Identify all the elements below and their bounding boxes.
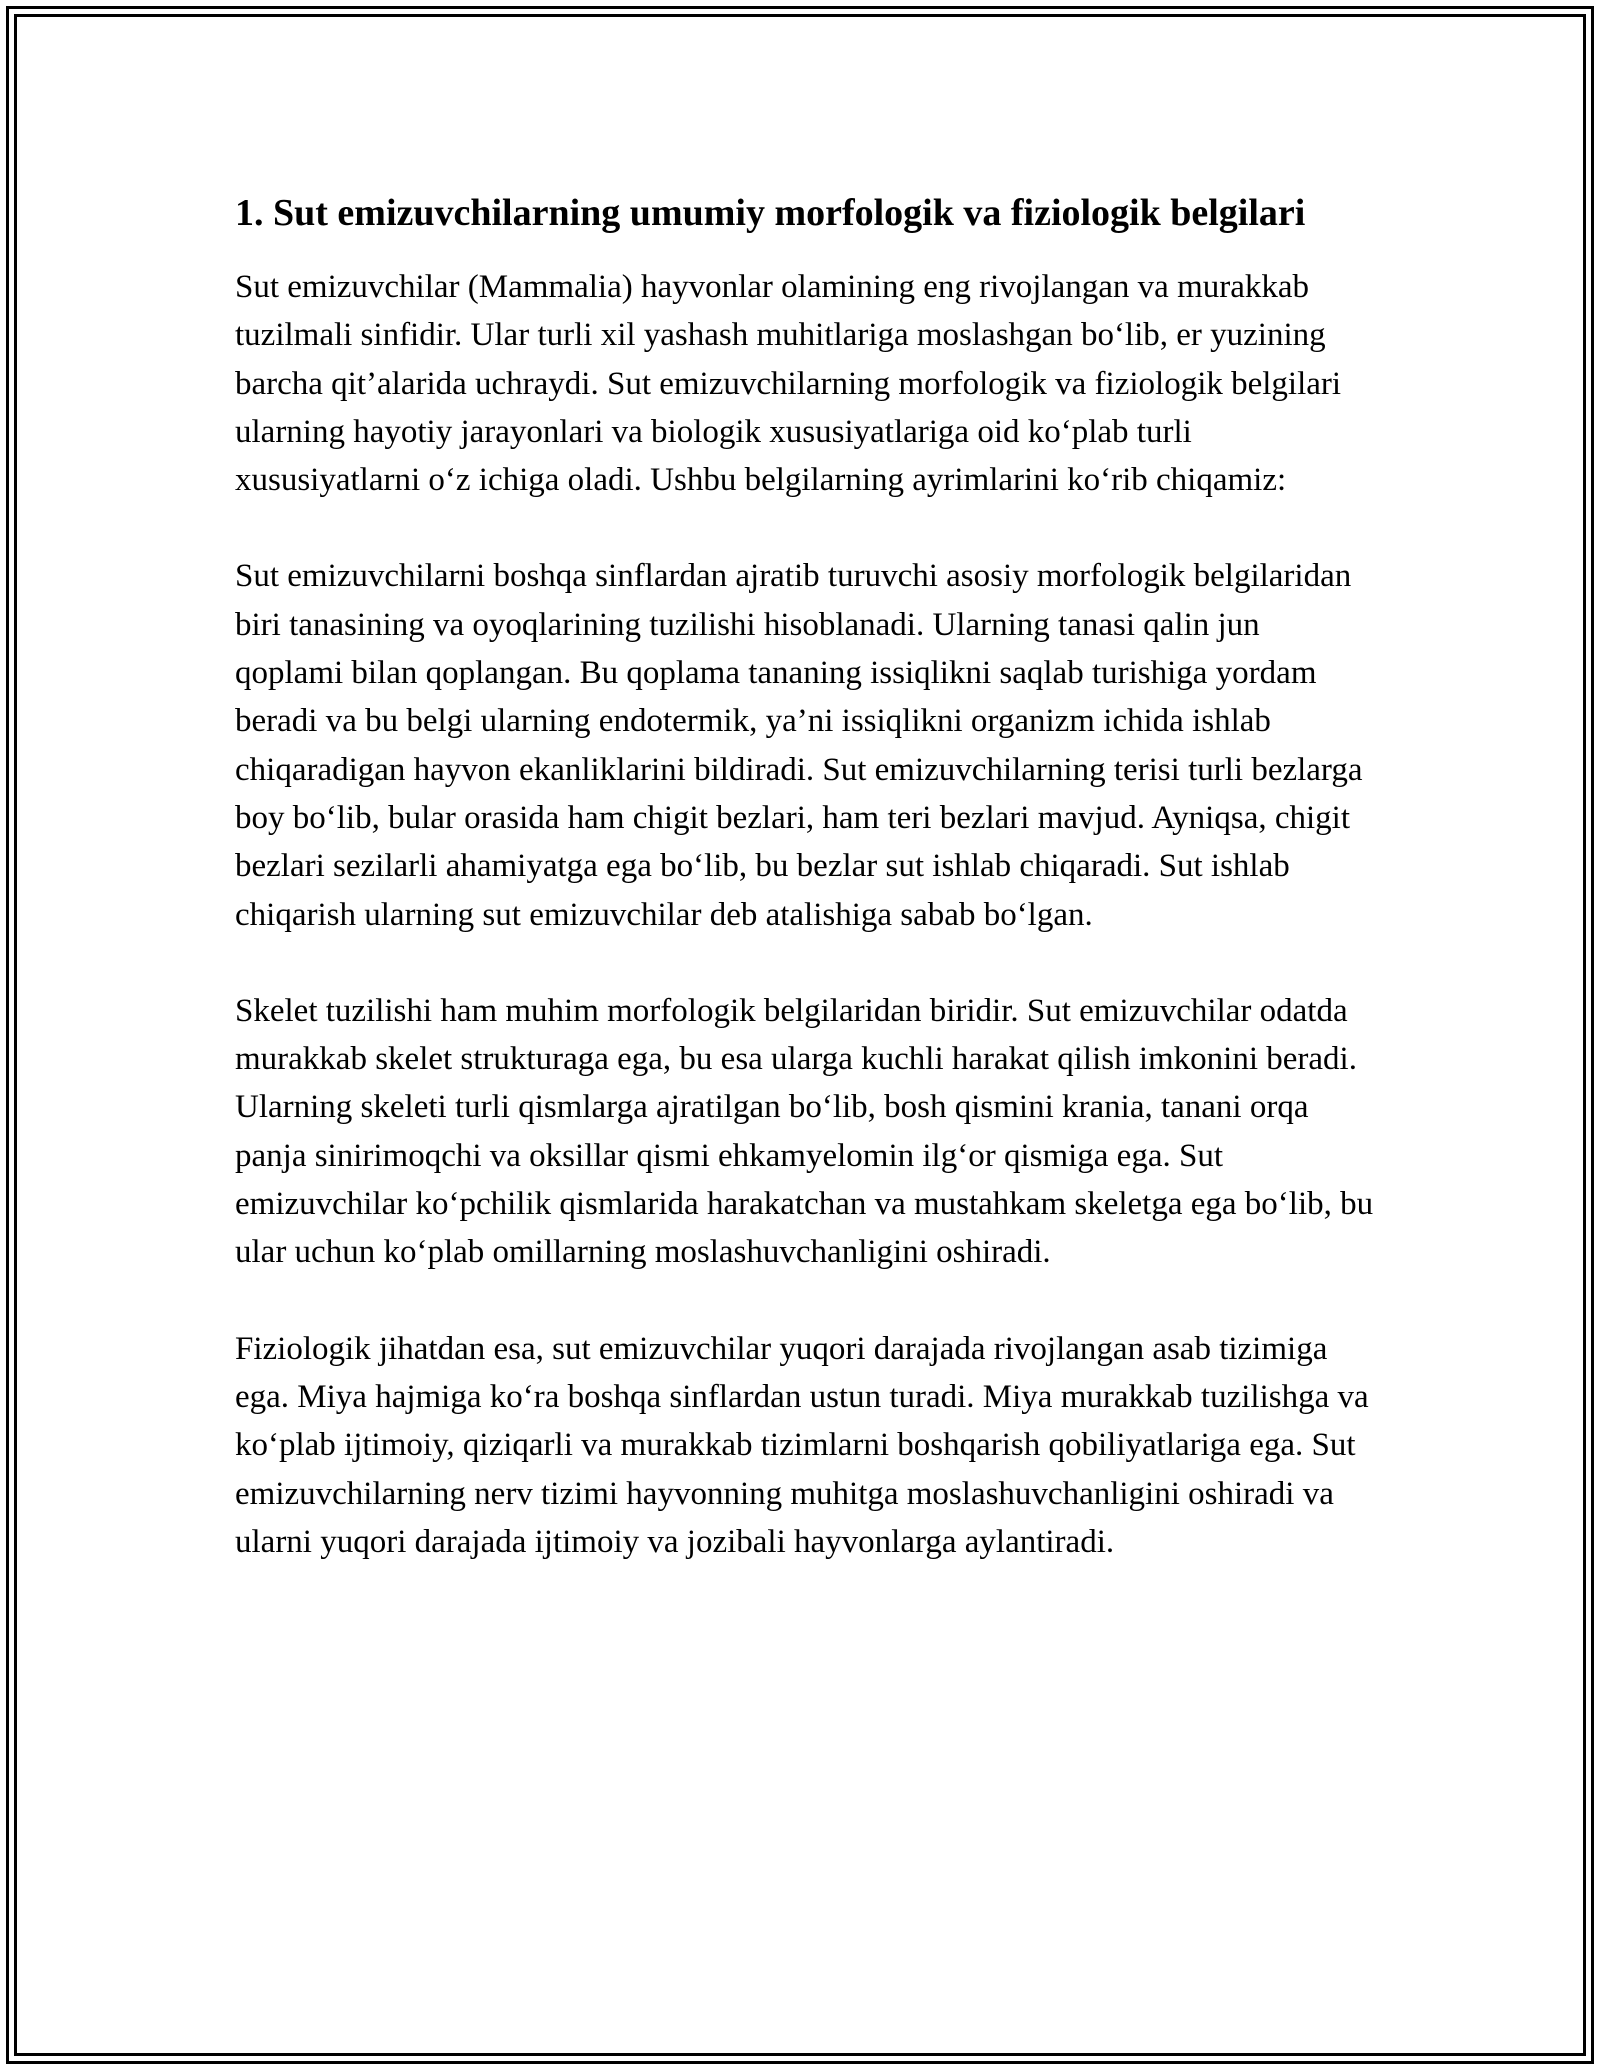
paragraph-physiology: Fiziologik jihatdan esa, sut emizuvchilar yuqori darajada rivojlangan asab tizimiga ega. Miya hajmiga ko‘ra boshqa sinflardan ustun turadi. Miya murakkab tuzilishga va ko‘plab ijtimoiy, qiziqarli va murakkab tizimlarni boshqarish qobiliyatlariga ega. Sut emizuvchilarning nerv tizimi hayvonning muhitga moslashuvchanligini oshiradi va ularni yuqori darajada ijtimoiy va jozibali hayvonlarga aylantiradi.	[235, 1330, 1369, 1560]
section-heading: 1. Sut emizuvchilarning umumiy morfologik va fiziologik belgilari	[235, 192, 1306, 234]
document-body	[235, 186, 1375, 1614]
paragraph-skeleton: Skelet tuzilishi ham muhim morfologik belgilaridan biridir. Sut emizuvchilar odatda murakkab skelet strukturaga ega, bu esa ularga kuchli harakat qilish imkonini beradi. Ularning skeleti turli qismlarga ajratilgan bo‘lib, bosh qismini krania, tanani orqa panja sinirimoqchi va oksillar qismi ehkamyelomin ilg‘or qismiga ega. Sut emizuvchilar ko‘pchilik qismlarida harakatchan va mustahkam skeletga ega bo‘lib, bu ular uchun ko‘plab omillarning moslashuvchanligini oshiradi.	[235, 992, 1374, 1271]
paragraph-morphology: Sut emizuvchilarni boshqa sinflardan ajratib turuvchi asosiy morfologik belgilaridan biri tanasining va oyoqlarining tuzilishi hisoblanadi. Ularning tanasi qalin jun qoplami bilan qoplangan. Bu qoplama tananing issiqlikni saqlab turishiga yordam beradi va bu belgi ularning endotermik, ya’ni issiqlikni organizm ichida ishlab chiqaradigan hayvon ekanliklarini bildiradi. Sut emizuvchilarning terisi turli bezlarga boy bo‘lib, bular orasida ham chigit bezlari, ham teri bezlari mavjud. Ayniqsa, chigit bezlari sezilarli ahamiyatga ega bo‘lib, bu bezlar sut ishlab chiqaradi. Sut ishlab chiqarish ularning sut emizuvchilar deb atalishiga sabab bo‘lgan.	[235, 558, 1363, 933]
paragraph-intro: Sut emizuvchilar (Mammalia) hayvonlar olamining eng rivojlangan va murakkab tuzilmali sinfidir. Ular turli xil yashash muhitlariga moslashgan bo‘lib, er yuzining barcha qit’alarida uchraydi. Sut emizuvchilarning morfologik va fiziologik belgilari ularning hayotiy jarayonlari va biologik xususiyatlariga oid ko‘plab turli xususiyatlarni o‘z ichiga oladi. Ushbu belgilarning ayrimlarini ko‘rib chiqamiz:	[235, 269, 1342, 499]
